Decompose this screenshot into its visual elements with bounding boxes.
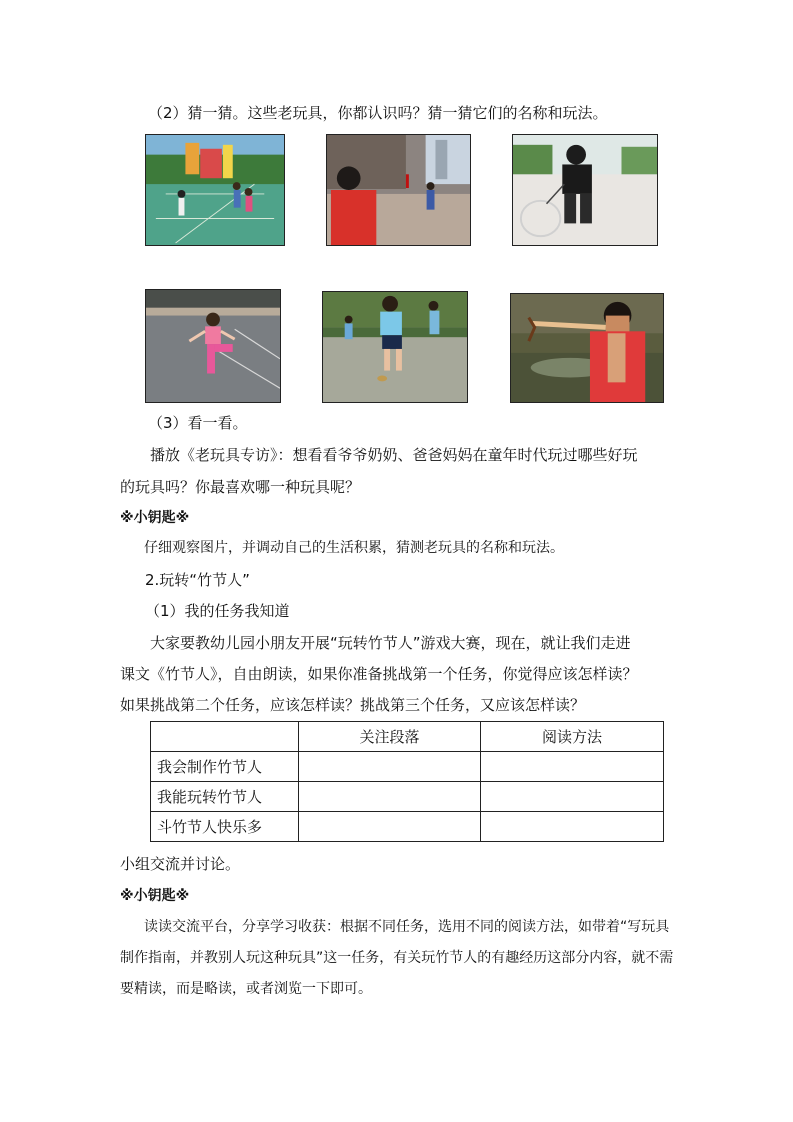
photo-shuttlecock-kicking	[145, 289, 281, 403]
table-cell-task: 我能玩转竹节人	[151, 782, 299, 812]
task-paragraph-line3: 如果挑战第二个任务，应该怎样读？挑战第三个任务，又应该怎样读？	[120, 696, 586, 714]
look-heading: （3）看一看。	[148, 414, 248, 432]
tip2-line1: 读读交流平台，分享学习收获：根据不同任务，选用不同的阅读方法，如带着“写玩具	[144, 919, 670, 935]
table-cell-input[interactable]	[481, 782, 664, 812]
table-row	[151, 812, 664, 842]
table-cell-input[interactable]	[299, 812, 481, 842]
task-paragraph-line2: 课文《竹节人》，自由朗读，如果你准备挑战第一个任务，你觉得应该怎样读？	[120, 665, 638, 683]
table-header-cell	[151, 722, 299, 752]
task-table	[150, 721, 664, 842]
tip-title-2: ※小钥匙※	[120, 888, 190, 904]
section2-heading: 2.玩转“竹节人”	[145, 571, 250, 589]
task-paragraph-line1: 大家要教幼儿园小朋友开展“玩转竹节人”游戏大赛，现在，就让我们走进	[150, 634, 631, 652]
tip2-line2: 制作指南，并教别人玩这种玩具”这一任务，有关玩竹节人的有趣经历这部分内容，就不需	[120, 950, 674, 966]
photo-spinning-top	[322, 291, 468, 403]
task-subheading: （1）我的任务我知道	[145, 602, 290, 620]
tip2-line3: 要精读，而是略读，或者浏览一下即可。	[120, 981, 372, 997]
tip-title: ※小钥匙※	[120, 510, 190, 526]
guess-heading: （2）猜一猜。这些老玩具，你都认识吗？猜一猜它们的名称和玩法。	[148, 104, 608, 122]
look-paragraph-line1: 播放《老玩具专访》：想看看爷爷奶奶、爸爸妈妈在童年时代玩过哪些好玩	[150, 446, 638, 464]
table-cell-task: 我会制作竹节人	[151, 752, 299, 782]
table-row	[151, 752, 664, 782]
table-cell-input[interactable]	[481, 812, 664, 842]
table-header-cell: 阅读方法	[481, 722, 664, 752]
discussion-note: 小组交流并讨论。	[120, 855, 241, 873]
table-row	[151, 782, 664, 812]
table-cell-input[interactable]	[481, 752, 664, 782]
table-cell-input[interactable]	[299, 782, 481, 812]
table-header-row	[151, 722, 664, 752]
table-cell-task: 斗竹节人快乐多	[151, 812, 299, 842]
table-header-cell: 关注段落	[299, 722, 481, 752]
photo-playground-hopscotch	[145, 134, 285, 246]
look-paragraph-line2: 的玩具吗？你最喜欢哪一种玩具呢？	[120, 478, 361, 496]
photo-street-slingshot	[326, 134, 471, 246]
table-cell-input[interactable]	[299, 752, 481, 782]
photo-hoop-rolling	[512, 134, 658, 246]
photo-slingshot-boy	[510, 293, 664, 403]
tip-text: 仔细观察图片，并调动自己的生活积累，猜测老玩具的名称和玩法。	[144, 540, 564, 556]
